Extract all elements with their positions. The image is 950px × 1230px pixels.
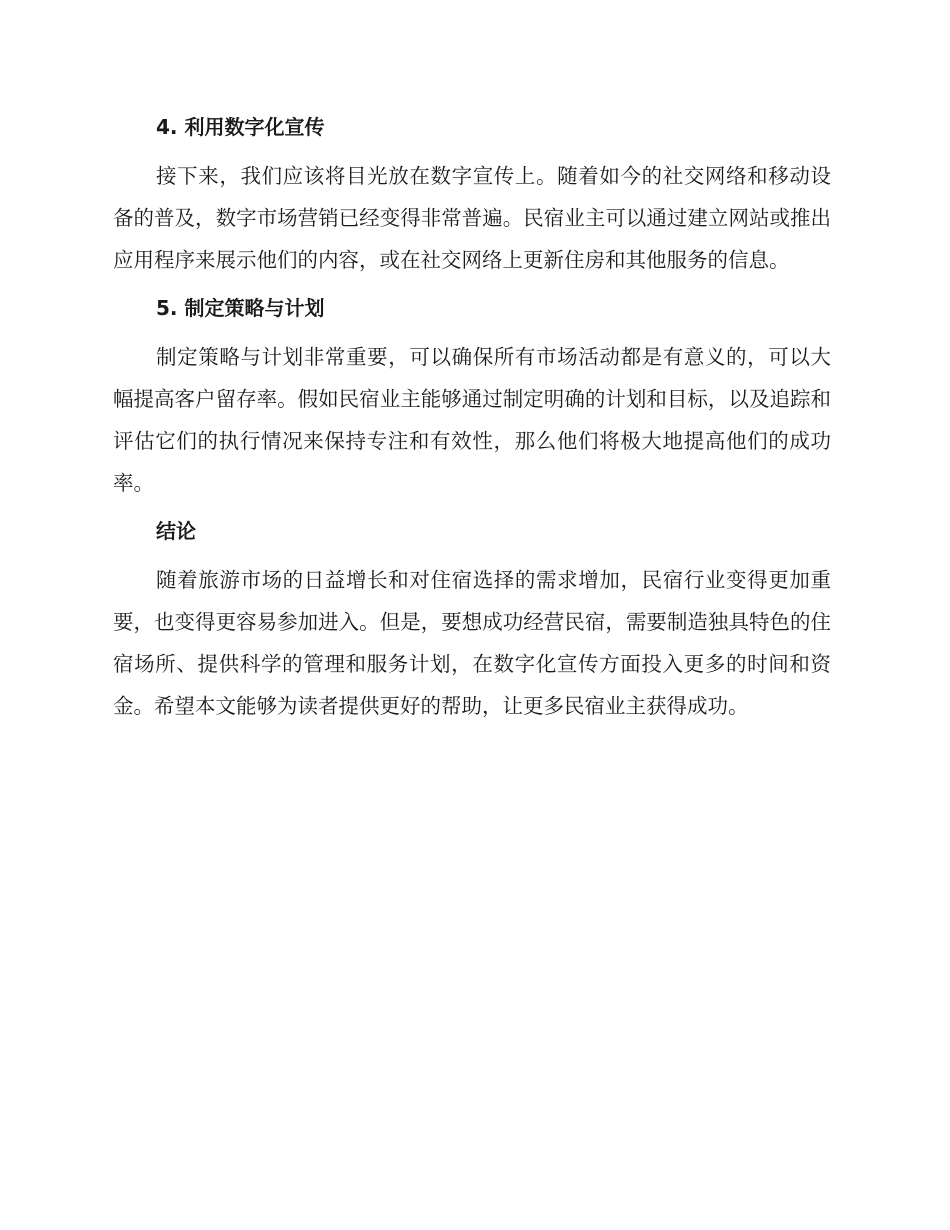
section-heading: 结论 — [156, 519, 196, 543]
section-paragraph: 随着旅游市场的日益增长和对住宿选择的需求增加，民宿行业变得更加重要，也变得更容易参加进入。但是，要想成功经营民宿，需要制造独具特色的住宿场所、提供科学的管理和服务计划，在数字化宣传方面投入更多的时间和资金。希望本文能够为读者提供更好的帮助，让更多民宿业主获得成功。 — [113, 568, 831, 718]
section-heading: 4. 利用数字化宣传 — [156, 115, 325, 139]
section-conclusion — [113, 516, 831, 727]
section-strategy-plan — [113, 293, 831, 504]
section-digital-promotion — [113, 112, 831, 281]
section-paragraph: 接下来，我们应该将目光放在数字宣传上。随着如今的社交网络和移动设备的普及，数字市场营销已经变得非常普遍。民宿业主可以通过建立网站或推出应用程序来展示他们的内容，或在社交网络上更新住房和其他服务的信息。 — [113, 164, 831, 272]
document-page — [113, 112, 831, 739]
section-heading: 5. 制定策略与计划 — [156, 296, 325, 320]
section-paragraph: 制定策略与计划非常重要，可以确保所有市场活动都是有意义的，可以大幅提高客户留存率。假如民宿业主能够通过制定明确的计划和目标，以及追踪和评估它们的执行情况来保持专注和有效性，那么他们将极大地提高他们的成功率。 — [113, 345, 831, 495]
